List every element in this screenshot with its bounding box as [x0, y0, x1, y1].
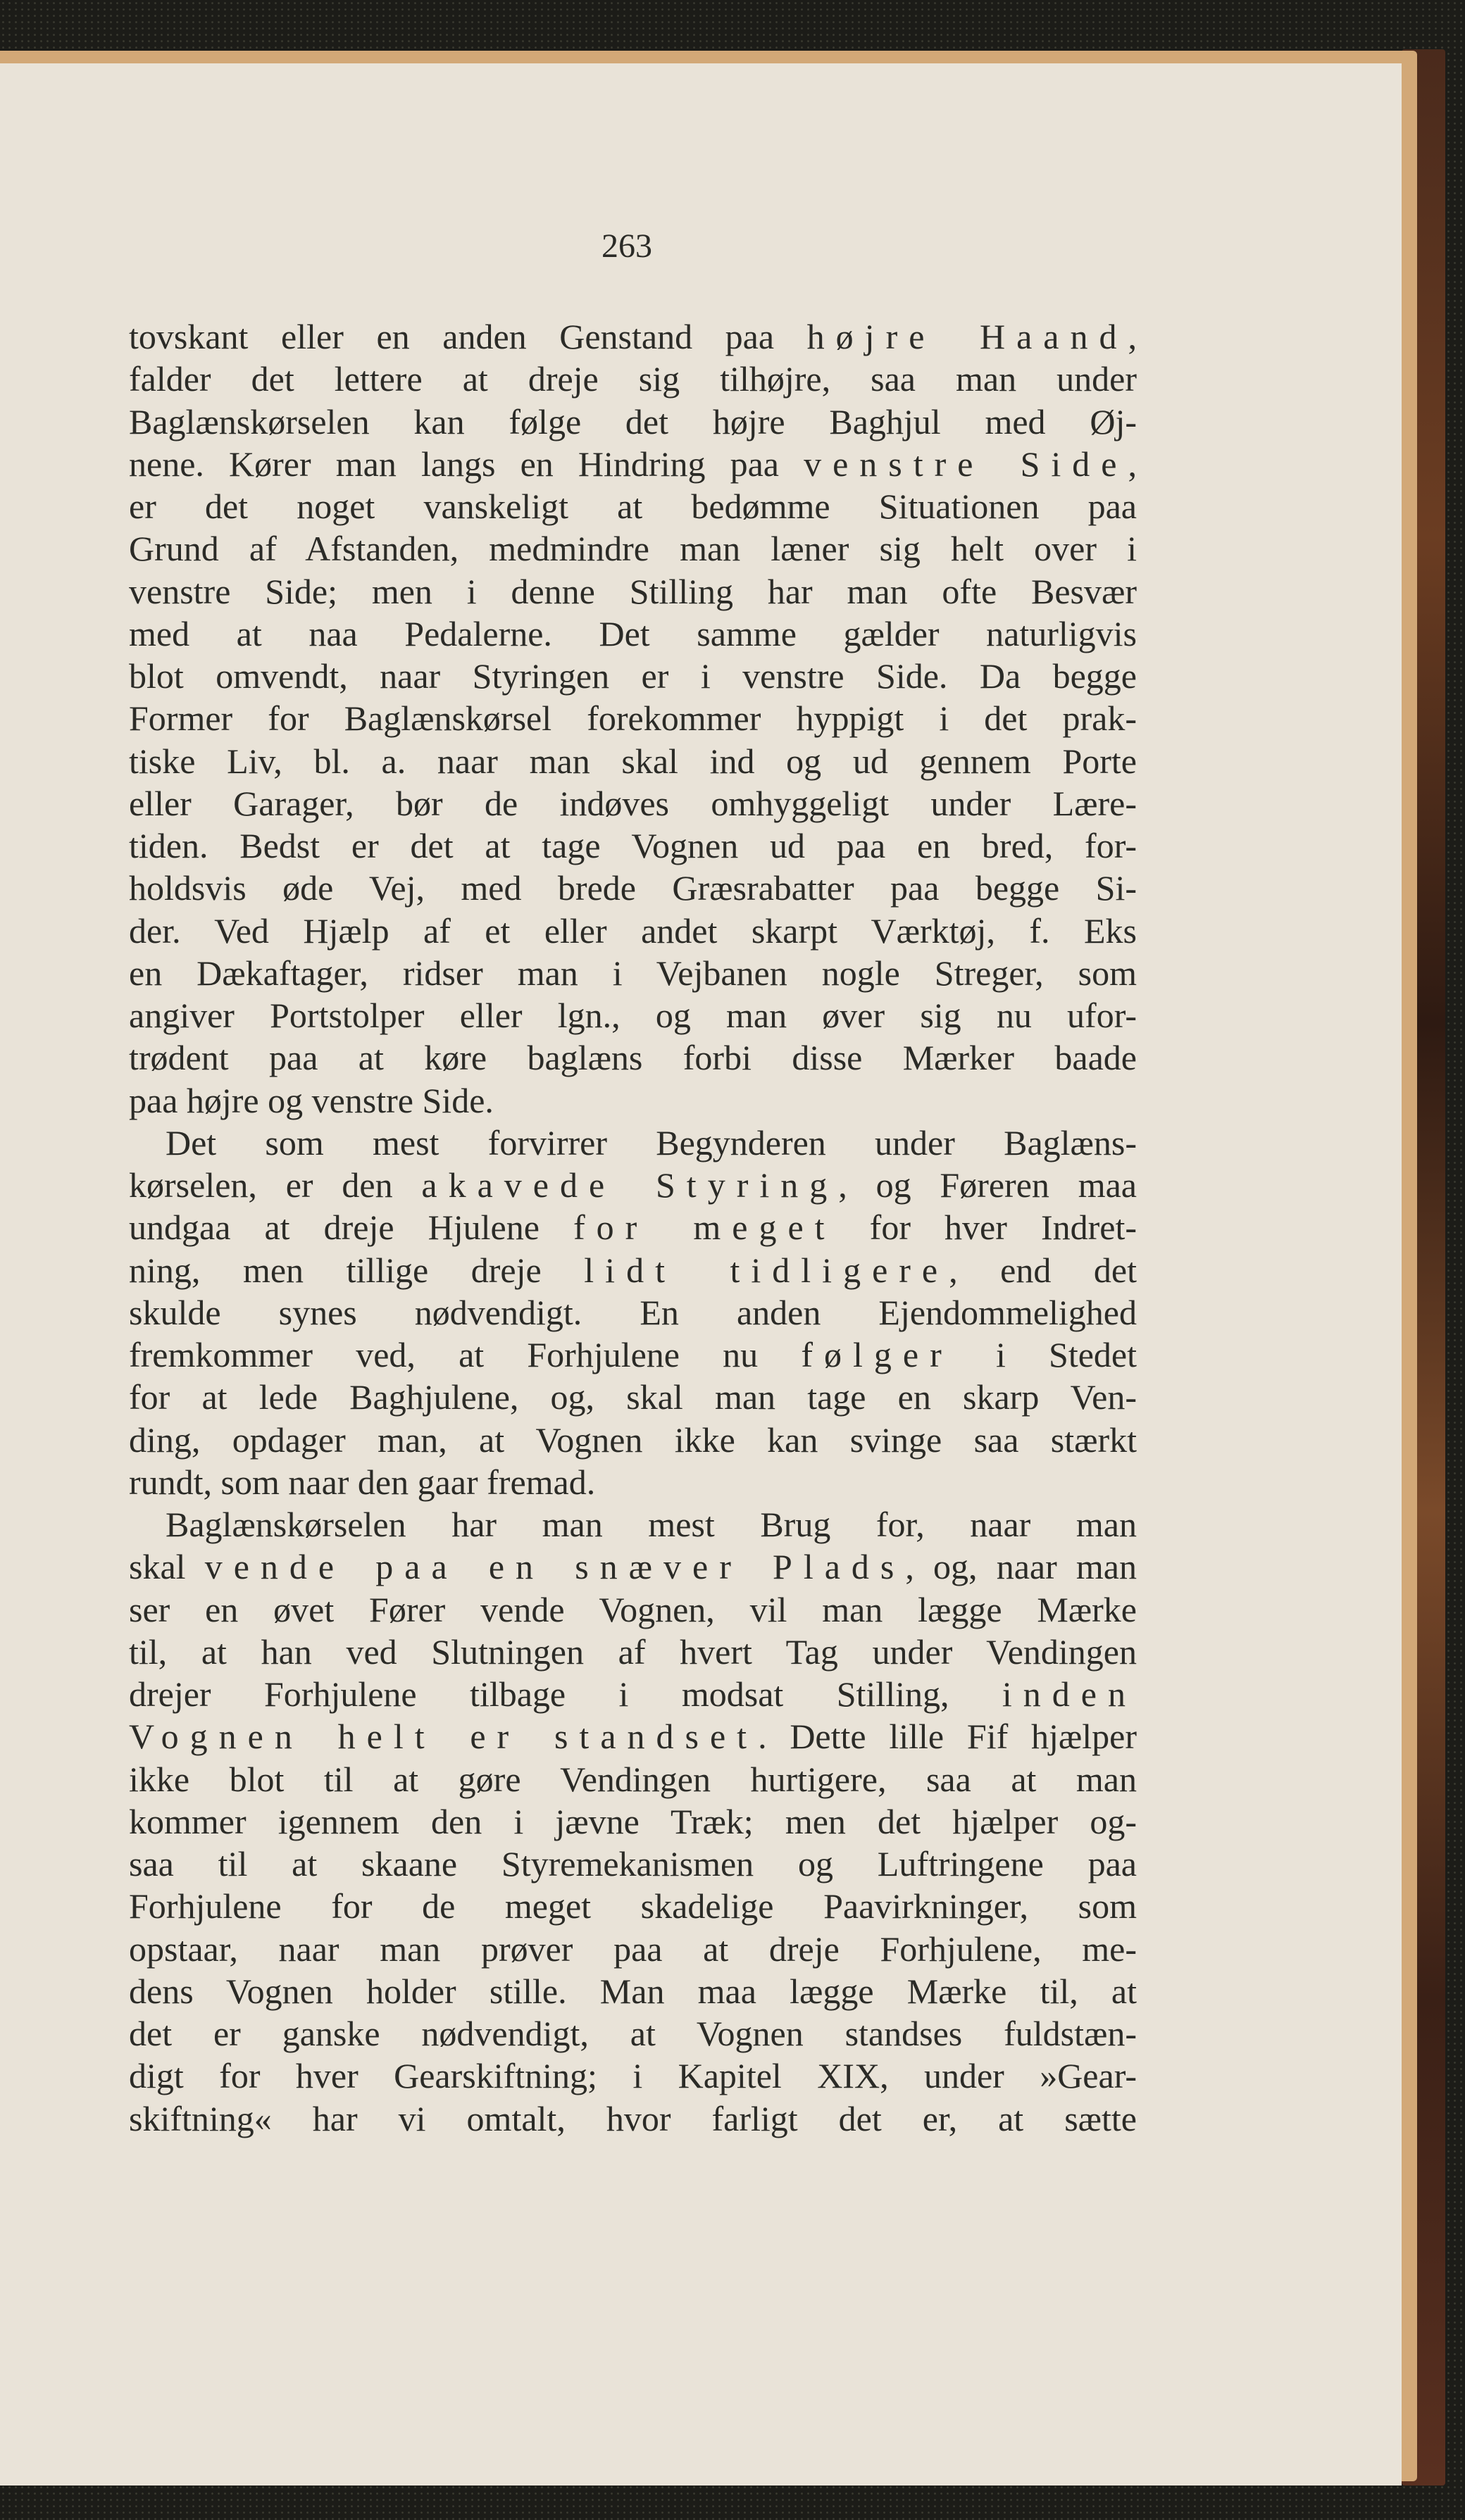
text-segment: holdsvis øde Vej, med brede Græsrabatter paa begge Si- — [129, 868, 1137, 908]
text-segment: skulde synes nødvendigt. En anden Ejendommelighed — [129, 1292, 1137, 1332]
text-segment: , — [1128, 444, 1137, 484]
text-line — [129, 1843, 1137, 1885]
text-line — [129, 1503, 1137, 1546]
emphasized-text: for meget — [573, 1208, 836, 1248]
text-line — [129, 1206, 1137, 1248]
text-line — [129, 443, 1137, 485]
text-line — [129, 952, 1137, 994]
text-line — [129, 1800, 1137, 1843]
text-line — [129, 1122, 1137, 1164]
text-line — [129, 740, 1137, 782]
text-segment: kommer igennem den i jævne Træk; men det hjælper og- — [129, 1801, 1137, 1841]
text-segment: Forhjulene for de meget skadelige Paavirkninger, som — [129, 1886, 1137, 1926]
text-segment: Former for Baglænskørsel forekommer hyppigt i det prak- — [129, 698, 1137, 739]
text-segment: trødent paa at køre baglæns forbi disse Mærker baade — [129, 1038, 1137, 1078]
text-line — [129, 1334, 1137, 1376]
text-segment: til, at han ved Slutningen af hvert Tag under Vendingen — [129, 1631, 1137, 1672]
text-segment: saa til at skaane Styremekanismen og Luftringene paa — [129, 1844, 1137, 1883]
text-line — [129, 2055, 1137, 2097]
text-segment: blot omvendt, naar Styringen er i venstre Side. Da begge — [129, 656, 1137, 696]
text-segment: tovskant eller en anden Genstand paa — [129, 317, 807, 356]
text-segment: der. Ved Hjælp af et eller andet skarpt Værktøj, f. Eks — [129, 910, 1137, 951]
text-segment: en Dækaftager, ridser man i Vejbanen nogle Streger, som — [129, 953, 1137, 993]
page-number: 263 — [601, 227, 652, 265]
text-line — [129, 358, 1137, 400]
text-line — [129, 1461, 1137, 1503]
text-line — [129, 1631, 1137, 1673]
text-segment: Baglænskørselen kan følge det højre Baghjul med Øj- — [129, 401, 1137, 441]
text-line — [129, 655, 1137, 697]
text-segment: Grund af Afstanden, medmindre man læner sig helt over i — [129, 529, 1137, 569]
text-line — [129, 697, 1137, 739]
text-line — [129, 485, 1137, 527]
text-segment: med at naa Pedalerne. Det samme gælder naturligvis — [129, 613, 1137, 653]
text-line — [129, 782, 1137, 825]
text-segment: eller Garager, bør de indøves omhyggeligt under Lære- — [129, 783, 1137, 823]
text-line — [129, 1291, 1137, 1334]
emphasized-text: følger — [801, 1335, 953, 1374]
text-segment: , end det — [949, 1250, 1137, 1290]
text-line — [129, 910, 1137, 952]
body-text — [129, 315, 1137, 2140]
text-segment: undgaa at dreje Hjulene — [129, 1208, 574, 1248]
text-line — [129, 1588, 1137, 1631]
text-line — [129, 1376, 1137, 1418]
text-segment: det er ganske nødvendigt, at Vognen standses fuldstæn- — [129, 2014, 1137, 2053]
emphasized-text: vende paa en snæver Plads — [204, 1547, 906, 1587]
text-line — [129, 1164, 1137, 1206]
emphasized-text: Vognen helt er standset — [129, 1717, 759, 1757]
text-segment: for hver Indret- — [835, 1208, 1137, 1248]
text-line — [129, 2012, 1137, 2055]
text-line — [129, 1036, 1137, 1079]
text-segment: ikke blot til at gøre Vendingen hurtigere, saa at man — [129, 1759, 1137, 1799]
text-line — [129, 1758, 1137, 1800]
text-line — [129, 1419, 1137, 1461]
text-segment: , og Føreren maa — [838, 1165, 1137, 1205]
text-segment: falder det lettere at dreje sig tilhøjre, saa man under — [129, 359, 1137, 399]
text-line — [129, 1546, 1137, 1588]
text-segment: opstaar, naar man prøver paa at dreje Forhjulene, me- — [129, 1929, 1137, 1969]
text-segment: venstre Side; men i denne Stilling har man ofte Besvær — [129, 571, 1137, 611]
text-line — [129, 1928, 1137, 1970]
text-line — [129, 1715, 1137, 1757]
text-segment: tiden. Bedst er det at tage Vognen ud paa en bred, for- — [129, 826, 1137, 865]
text-line — [129, 613, 1137, 655]
text-line — [129, 570, 1137, 613]
text-segment: . Dette lille Fif hjælper — [758, 1717, 1137, 1757]
text-segment: er det noget vanskeligt at bedømme Situationen paa — [129, 487, 1137, 526]
text-segment: for at lede Baghjulene, og, skal man tage en skarp Ven- — [129, 1377, 1137, 1417]
text-segment: ning, men tillige dreje — [129, 1250, 585, 1290]
text-segment: rundt, som naar den gaar fremad. — [129, 1462, 596, 1502]
text-segment: fremkommer ved, at Forhjulene nu — [129, 1335, 802, 1374]
text-line — [129, 1970, 1137, 2012]
text-line — [129, 1673, 1137, 1715]
emphasized-text: akavede Styring — [421, 1165, 839, 1205]
text-segment: tiske Liv, bl. a. naar man skal ind og ud gennem Porte — [129, 741, 1137, 781]
text-line — [129, 1885, 1137, 1927]
text-line — [129, 1249, 1137, 1291]
text-segment: ser en øvet Fører vende Vognen, vil man lægge Mærke — [129, 1589, 1137, 1629]
text-line — [129, 401, 1137, 443]
text-segment: paa højre og venstre Side. — [129, 1080, 494, 1120]
emphasized-text: højre Haand — [806, 317, 1128, 356]
text-line — [129, 825, 1137, 867]
text-segment: ding, opdager man, at Vognen ikke kan svinge saa stærkt — [129, 1419, 1137, 1460]
emphasized-text: venstre Side — [804, 444, 1128, 484]
text-segment: digt for hver Gearskiftning; i Kapitel XIX, under »Gear- — [129, 2056, 1137, 2096]
text-line — [129, 867, 1137, 909]
text-segment: , og, naar man — [905, 1547, 1137, 1587]
text-segment: nene. Kører man langs en Hindring paa — [129, 444, 804, 484]
emphasized-text: lidt tidligere — [584, 1250, 949, 1290]
text-line — [129, 2098, 1137, 2140]
text-segment: angiver Portstolper eller lgn., og man øver sig nu ufor- — [129, 996, 1137, 1035]
text-segment: kørselen, er den — [129, 1165, 422, 1205]
text-line — [129, 1079, 1137, 1122]
text-segment: drejer Forhjulene tilbage i modsat Stilling, — [129, 1674, 1002, 1714]
text-segment: skiftning« har vi omtalt, hvor farligt det er, at sætte — [129, 2098, 1137, 2138]
text-segment: skal — [129, 1547, 205, 1587]
text-line — [129, 527, 1137, 570]
text-segment: Baglænskørselen har man mest Brug for, naar man — [166, 1505, 1137, 1544]
text-segment: i Stedet — [952, 1335, 1137, 1374]
text-line — [129, 994, 1137, 1036]
text-segment: Det som mest forvirrer Begynderen under Baglæns- — [166, 1122, 1137, 1162]
text-segment: , — [1128, 317, 1137, 356]
text-line — [129, 315, 1137, 358]
emphasized-text: inden — [1002, 1674, 1137, 1714]
text-segment: dens Vognen holder stille. Man maa lægge Mærke til, at — [129, 1971, 1137, 2011]
